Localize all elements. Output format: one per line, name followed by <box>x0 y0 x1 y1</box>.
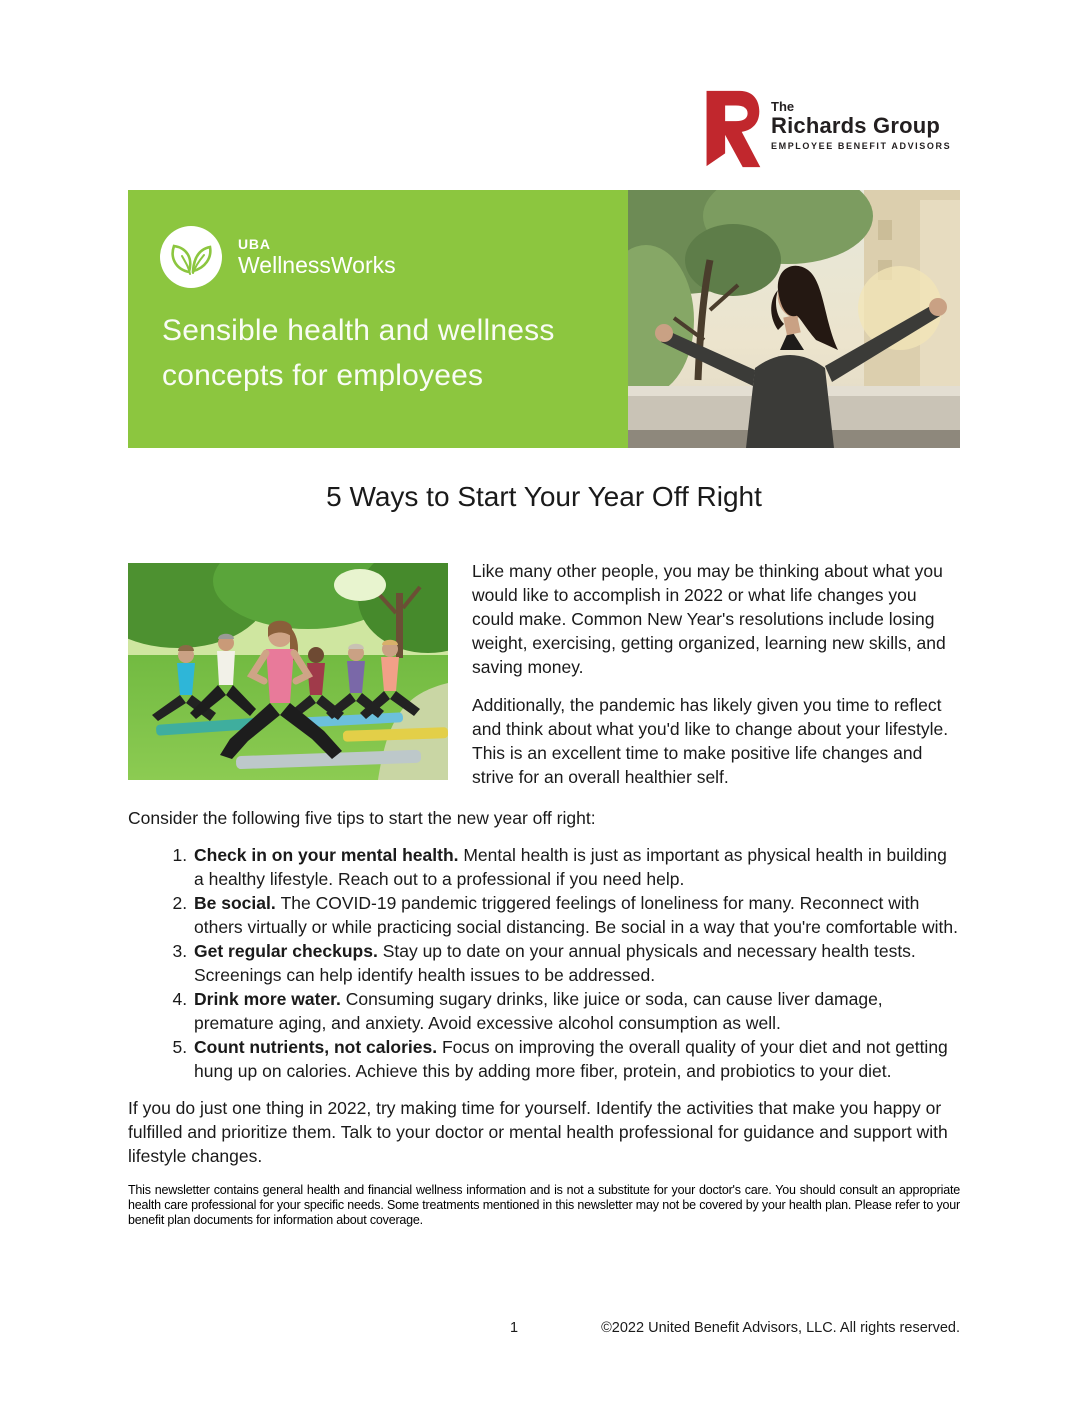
tip-item: 5. Count nutrients, not calories. Focus on improving the overall quality of your diet and not getting hung up on calories. Achieve this by adding more fiber, protein, and probiotics to your diet. <box>192 1035 960 1083</box>
banner-headline-line1: Sensible health and wellness <box>162 314 555 347</box>
tips-lead: Consider the following five tips to start the new year off right: <box>128 808 596 828</box>
intro-text <box>472 559 960 803</box>
tip-item: 1. Check in on your mental health. Mental health is just as important as physical health in building a healthy lifestyle. Reach out to a professional if you need help. <box>192 843 960 891</box>
banner-green-panel <box>128 190 628 448</box>
banner-photo-illustration <box>628 190 960 448</box>
tip-item-bold-lead: Count nutrients, not calories. <box>194 1037 442 1057</box>
banner-photo-woman-arms-out <box>628 190 960 448</box>
intro-section <box>128 563 960 803</box>
yoga-class-photo <box>128 563 448 780</box>
richards-group-wordmark <box>771 86 951 151</box>
tip-item-bold-lead: Be social. <box>194 893 281 913</box>
tip-item: 2. Be social. The COVID-19 pandemic triggered feelings of loneliness for many. Reconnect with others virtually or while practicing social distancing. Be social in a way that you're comfortable with. <box>192 891 960 939</box>
richards-r-icon <box>698 86 762 172</box>
richards-group-logo <box>698 86 951 172</box>
tip-item: 4. Drink more water. Consuming sugary drinks, like juice or soda, can cause liver damage, premature aging, and anxiety. Avoid excessive alcohol consumption as well. <box>192 987 960 1035</box>
tip-item-bold-lead: Drink more water. <box>194 989 346 1009</box>
page-number: 1 <box>509 1320 519 1336</box>
yoga-photo-illustration <box>128 563 448 780</box>
disclaimer-text: This newsletter contains general health and financial wellness information and is not a substitute for your doctor's care. You should consult an appropriate health care professional for your specific needs. Some treatments mentioned in this newsletter may not be covered by your health plan. Please refer to your benefit plan documents for information about coverage. <box>128 1183 960 1227</box>
wellnessworks-label: WellnessWorks <box>238 251 396 278</box>
uba-wellnessworks-logo <box>160 226 396 288</box>
uba-wordmark <box>238 236 396 279</box>
closing-paragraph: If you do just one thing in 2022, try making time for yourself. Identify the activities that make you happy or fulfilled and prioritize them. Talk to your doctor or mental health professional for guidance and support with lifestyle changes. <box>128 1098 948 1166</box>
banner-headline <box>162 308 555 398</box>
copyright-text: ©2022 United Benefit Advisors, LLC. All rights reserved. <box>601 1320 960 1336</box>
tips-list <box>128 843 960 1083</box>
brand-name: Richards Group <box>771 113 941 138</box>
intro-paragraph-1: Like many other people, you may be thinking about what you would like to accomplish in 2022 or what life changes you could make. Common New Year's resolutions include losing weight, exercising, getting organized, learning new skills, and saving money. <box>472 561 946 677</box>
tips-section <box>128 806 960 1228</box>
banner-headline-line2: concepts for employees <box>162 359 484 392</box>
uba-label: UBA <box>238 235 271 252</box>
article-title: 5 Ways to Start Your Year Off Right <box>326 481 762 512</box>
intro-paragraph-2: Additionally, the pandemic has likely given you time to reflect and think about what you'd like to change about your lifestyle. This is an excellent time to make positive life changes and strive for an overall healthier self. <box>472 695 949 787</box>
brand-tagline: EMPLOYEE BENEFIT ADVISORS <box>771 141 952 151</box>
tip-item-bold-lead: Get regular checkups. <box>194 941 383 961</box>
tip-item-bold-lead: Check in on your mental health. <box>194 845 464 865</box>
brand-the: The <box>771 99 795 114</box>
leaf-icon <box>160 226 222 288</box>
wellnessworks-banner <box>128 190 960 448</box>
tip-item: 3. Get regular checkups. Stay up to date on your annual physicals and necessary health tests. Screenings can help identify health issues to be addressed. <box>192 939 960 987</box>
